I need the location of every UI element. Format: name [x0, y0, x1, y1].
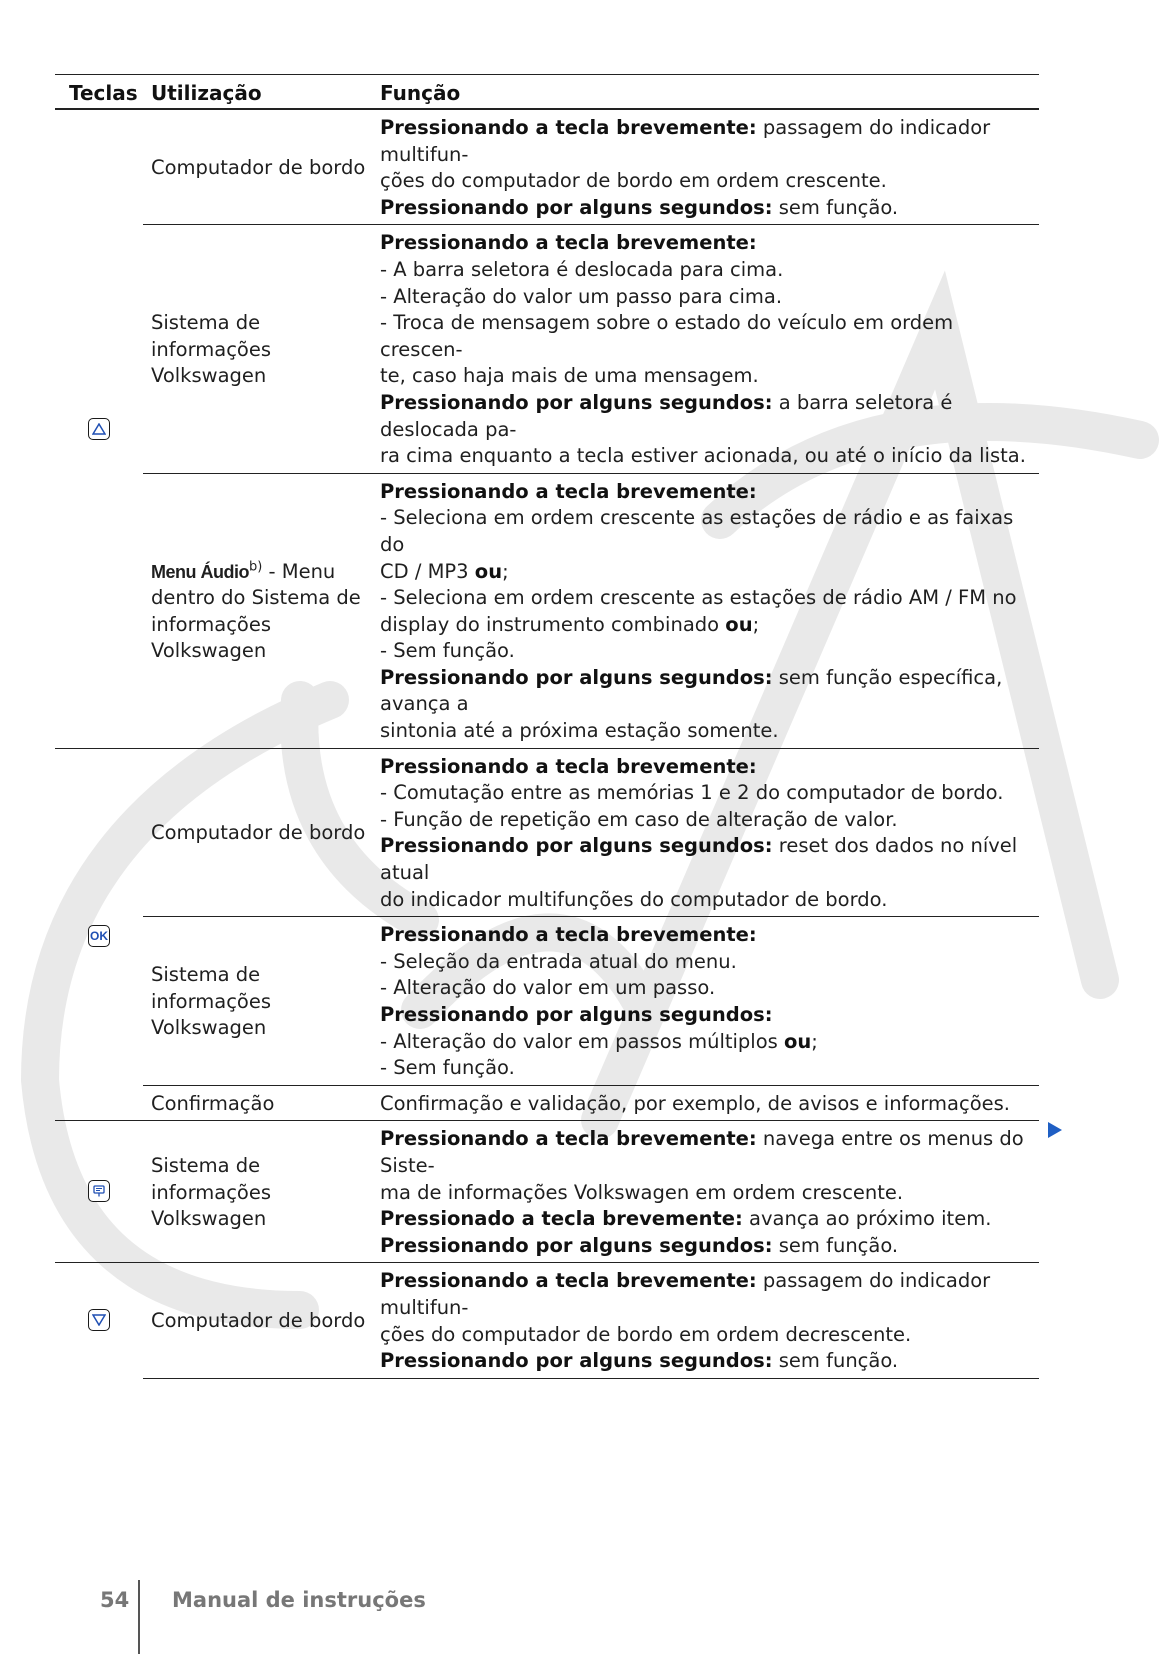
table-row — [55, 109, 1039, 225]
function-cell: Pressionando a tecla brevemente: passagem do indicador multifun- ções do computador de bordo em ordem crescente. Pressionando por alguns segundos: sem função. — [372, 109, 1039, 225]
table-header-row — [55, 75, 1039, 110]
footer-title: Manual de instruções — [172, 1588, 426, 1612]
table-row — [55, 1121, 1039, 1263]
function-cell: Pressionando a tecla brevemente: - Comutação entre as memórias 1 e 2 do computador de bordo. - Função de repetição em caso de alteração de valor. Pressionando por alguns segundos: reset dos dados no nível atual do indicador multifunções do computador de bordo. — [372, 748, 1039, 917]
table-row — [55, 225, 1039, 473]
key-cell-ok — [55, 748, 143, 1121]
function-cell: Pressionando a tecla brevemente: passagem do indicador multifun- ções do computador de bordo em ordem decrescente. Pressionando por alguns segundos: sem função. — [372, 1263, 1039, 1378]
table-row — [55, 917, 1039, 1086]
function-cell: Pressionando a tecla brevemente: - Seleção da entrada atual do menu. - Alteração do valor em um passo. Pressionando por alguns segundos: - Alteração do valor em passos múltiplos ou; - Sem função. — [372, 917, 1039, 1086]
key-cell-down — [55, 1263, 143, 1378]
page-number: 54 — [100, 1588, 130, 1612]
function-cell: Pressionando a tecla brevemente: - Seleciona em ordem crescente as estações de rádio e as faixas do CD / MP3 ou; - Seleciona em ordem crescente as estações de rádio AM / FM no display do instrumento combinado ou; - Sem função. Pressionando por alguns segundos: sem função específica, avança a sintonia até a próxima estação somente. — [372, 473, 1039, 748]
usage-cell: Computador de bordo — [143, 109, 372, 225]
function-cell: Confirmação e validação, por exemplo, de avisos e informações. — [372, 1085, 1039, 1121]
footer-divider — [138, 1580, 140, 1654]
usage-cell: Sistema de informações Volkswagen — [143, 1121, 372, 1263]
usage-cell: Confirmação — [143, 1085, 372, 1121]
table-row — [55, 748, 1039, 917]
menu-key-icon — [88, 1180, 110, 1202]
usage-cell: Computador de bordo — [143, 748, 372, 917]
header-keys: Teclas — [55, 75, 143, 110]
table-row — [55, 473, 1039, 748]
table-row — [55, 1085, 1039, 1121]
header-function: Função — [372, 75, 1039, 110]
key-cell-up — [55, 109, 143, 748]
function-cell: Pressionando a tecla brevemente: navega entre os menus do Siste- ma de informações Volkswagen em ordem crescente. Pressionado a tecla brevemente: avança ao próximo item. Pressionando por alguns segundos: sem função. — [372, 1121, 1039, 1263]
footnote-ref: b) — [248, 559, 263, 574]
table-row — [55, 1263, 1039, 1378]
key-cell-menu — [55, 1121, 143, 1263]
function-cell: Pressionando a tecla brevemente: - A barra seletora é deslocada para cima. - Alteração do valor um passo para cima. - Troca de mensagem sobre o estado do veículo em ordem crescen- te, caso haja mais de uma mensagem. Pressionando por alguns segundos: a barra seletora é deslocada pa- ra cima enquanto a tecla estiver acionada, ou até o início da lista. — [372, 225, 1039, 473]
down-arrow-key-icon — [88, 1309, 110, 1331]
usage-cell: Sistema de informações Volkswagen — [143, 917, 372, 1086]
usage-cell: Sistema de informações Volkswagen — [143, 225, 372, 473]
header-usage: Utilização — [143, 75, 372, 110]
usage-cell: Computador de bordo — [143, 1263, 372, 1378]
up-arrow-key-icon — [88, 418, 110, 440]
continue-arrow-icon — [1048, 1122, 1062, 1138]
usage-cell: Menu Áudio$^{b)}$ - Menu dentro do Sistema de informações Volkswagen — [143, 473, 372, 748]
ok-key-icon: OK — [88, 925, 110, 947]
keys-function-table — [55, 74, 1039, 1379]
menu-audio-label: Menu Áudio — [151, 561, 249, 582]
